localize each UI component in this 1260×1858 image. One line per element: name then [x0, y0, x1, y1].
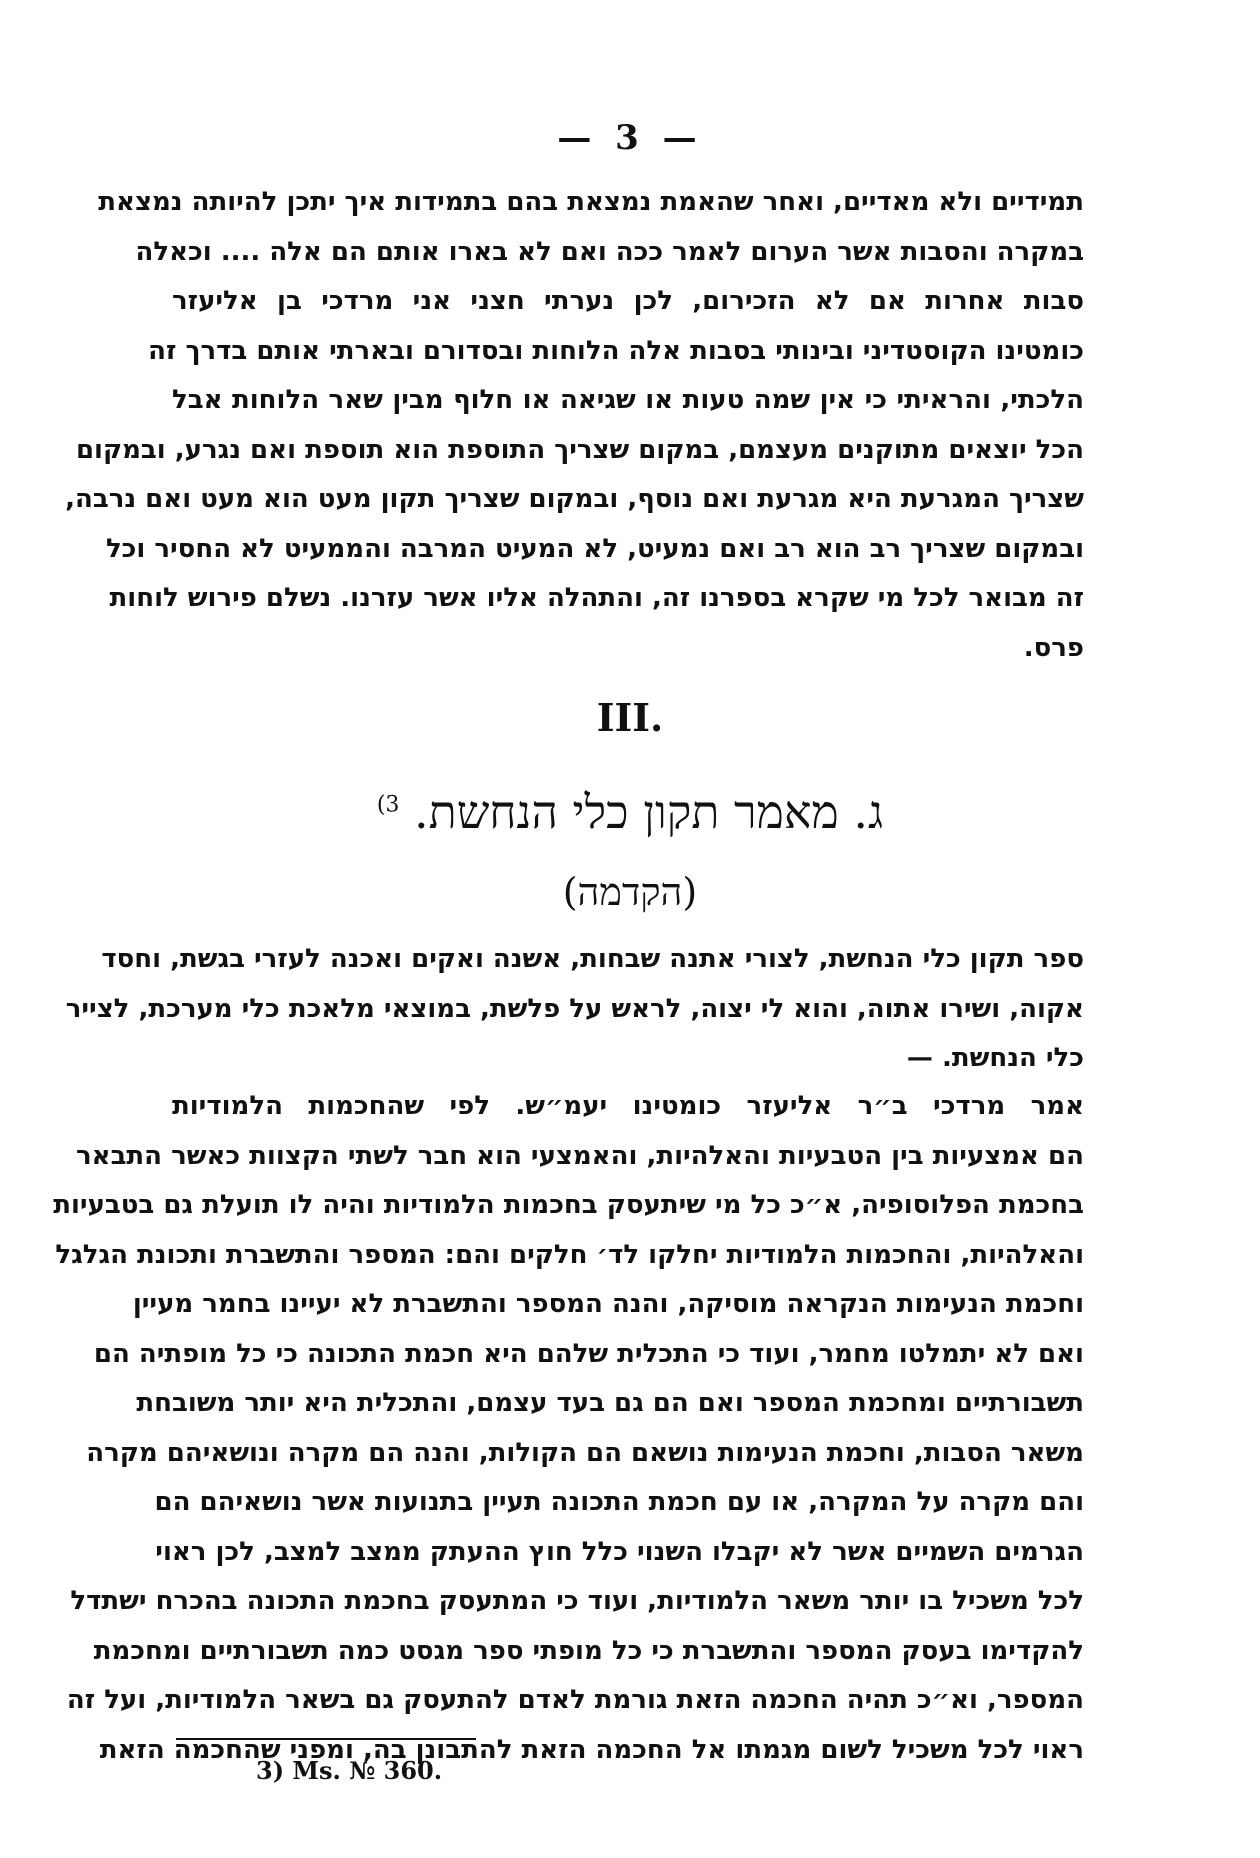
- text-line: והם מקרה על המקרה, או עם חכמת התכונה תעיין בתנועות אשר נושאיהם הם: [154, 1487, 1084, 1517]
- text-line: כומטינו הקוסטדיני ובינותי בסבות אלה הלוחות ובסדורם ובארתי אותם בדרך זה: [148, 335, 1084, 366]
- text-line: ראוי לכל משכיל לשום מגמתו אל החכמה הזאת להתבונן בה, ומפני שהחכמה הזאת: [99, 1734, 1084, 1765]
- text-line: אמר מרדכי ב״ר אליעזר כומטינו יעמ״ש. לפי שהחכמות הלמודיות: [172, 1091, 1084, 1121]
- text-line: המספר, וא״כ תהיה החכמה הזאת גורמת לאדם להתעסק גם בשאר הלמודיות, ועל זה: [66, 1685, 1084, 1715]
- text-line: והאלהיות, והחכמות הלמודיות יחלקו לד׳ חלקים והם: המספר והתשברת ותכונת הגלגל: [55, 1239, 1084, 1270]
- paragraph-3: [53, 1082, 1084, 1775]
- text-line: ובמקום שצריך רב הוא רב ואם נמעיט, לא המעיט המרבה והממעיט לא החסיר וכל: [105, 533, 1084, 564]
- text-line: ואם לא יתמלטו מחמר, ועוד כי התכלית שלהם היא חכמת התכונה כי כל מופתיה הם: [93, 1338, 1084, 1369]
- text-line: וחכמת הנעימות הנקראה מוסיקה, והנה המספר והתשברת לא יעיינו בחמר מעיין: [132, 1289, 1084, 1319]
- text-line: הלכתי, והראיתי כי אין שמה טעות או שגיאה או חלוף מבין שאר הלוחות אבל: [172, 385, 1084, 415]
- text-line: ספר תקון כלי הנחשת, לצורי אתנה שבחות, אשנה ואקים ואכנה לעזרי בגשת, וחסד: [101, 944, 1084, 974]
- text-line: תשבורתיים ומחכמת המספר ואם הם גם בעד עצמם, והתכלית היא יותר משובחת: [136, 1388, 1084, 1418]
- text-line: פרס.: [1023, 632, 1084, 663]
- text-line: בחכמת הפלוסופיה, א״כ כל מי שיתעסק בחכמות הלמודיות והיה לו תועלת גם בטבעיות: [53, 1190, 1084, 1220]
- text-line: אקוה, ושירו אתוה, והוא לי יצוה, לראש על פלשת, במוצאי מלאכת כלי מערכת, לצייר: [65, 993, 1084, 1024]
- footnote-marker: 3): [376, 792, 400, 818]
- footnote: 3) Ms. № 360.: [256, 1756, 443, 1785]
- text-line: שצריך המגרעת היא מגרעת ואם נוסף, ובמקום שצריך תקון מעט הוא מעט ואם נרבה,: [65, 484, 1084, 514]
- section-numeral: III.: [596, 695, 664, 740]
- footnote-divider: [176, 1738, 476, 1740]
- section-title-text: ג. מאמר תקון כלי הנחשת.: [414, 785, 884, 839]
- section-title: [0, 785, 1260, 839]
- paragraph-2: [65, 935, 1084, 1084]
- section-subtitle: (הקדמה): [562, 870, 698, 914]
- text-line: הם אמצעיות בין הטבעיות והאלהיות, והאמצעי הוא חבר לשתי הקצוות כאשר התבאר: [75, 1140, 1084, 1171]
- paragraph-1: [65, 178, 1084, 673]
- page-number: — 3 —: [557, 118, 703, 158]
- text-line: כלי הנחשת. —: [906, 1043, 1084, 1073]
- text-line: הכל יוצאים מתוקנים מעצמם, במקום שצריך התוספת הוא תוספת ואם נגרע, ובמקום: [75, 434, 1084, 465]
- text-line: תמידיים ולא מאדיים, ואחר שהאמת נמצאת בהם בתמידות איך יתכן להיותה נמצאת: [98, 187, 1084, 217]
- text-line: במקרה והסבות אשר הערום לאמר ככה ואם לא בארו אותם הם אלה .... וכאלה: [135, 236, 1084, 267]
- text-line: משאר הסבות, וחכמת הנעימות נושאם הם הקולות, והנה הם מקרה ונושאיהם מקרה: [86, 1437, 1084, 1468]
- text-line: סבות אחרות אם לא הזכירום, לכן נערתי חצני אני מרדכי בן אליעזר: [172, 286, 1084, 316]
- text-line: לכל משכיל בו יותר משאר הלמודיות, ועוד כי המתעסק בחכמת התכונה בהכרח ישתדל: [70, 1586, 1084, 1616]
- text-line: להקדימו בעסק המספר והתשברת כי כל מופתי ספר מגסט כמה תשבורתיים ומחכמת: [93, 1635, 1084, 1666]
- text-line: הגרמים השמיים אשר לא יקבלו השנוי כלל חוץ ההעתק ממצב למצב, לכן ראוי: [155, 1536, 1084, 1567]
- text-line: זה מבואר לכל מי שקרא בספרנו זה, והתהלה אליו אשר עזרנו. נשלם פירוש לוחות: [109, 583, 1084, 613]
